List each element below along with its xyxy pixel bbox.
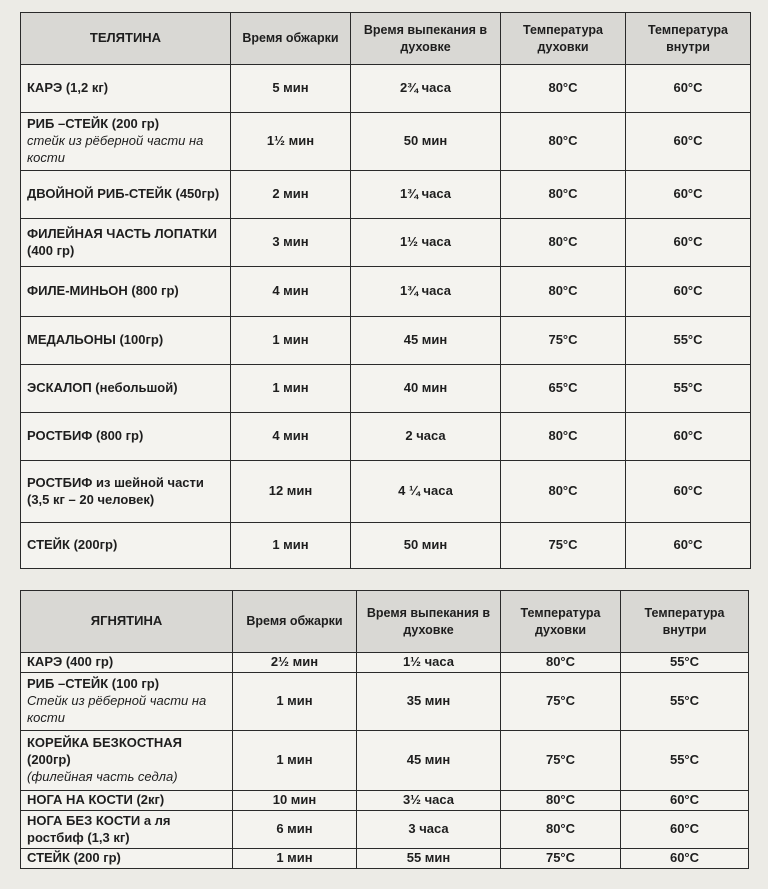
oven-temp: 80°C	[501, 171, 626, 219]
inside-temp: 60°C	[626, 171, 751, 219]
cut-name: НОГА БЕЗ КОСТИ а ля ростбиф (1,3 кг)	[21, 811, 233, 849]
cut-name: РОСТБИФ (800 гр)	[21, 413, 231, 461]
veal-header-row	[21, 13, 751, 65]
table-row	[21, 413, 751, 461]
table-row	[21, 849, 749, 869]
inside-temp: 60°C	[626, 219, 751, 267]
table-row	[21, 365, 751, 413]
bake-time: 4 ¼ часа	[351, 461, 501, 523]
table-row	[21, 811, 749, 849]
cut-name: КОРЕЙКА БЕЗКОСТНАЯ (200гр) (филейная часть седла)	[21, 731, 233, 791]
veal-inside-temp-header: Температура внутри	[626, 13, 751, 65]
inside-temp: 55°C	[621, 653, 749, 673]
bake-time: 50 мин	[351, 523, 501, 569]
cut-note: Стейк из рёберной части на кости	[27, 693, 207, 725]
veal-bake-header: Время выпекания в духовке	[351, 13, 501, 65]
veal-table	[20, 12, 751, 569]
table-row	[21, 267, 751, 317]
cut-name: СТЕЙК (200гр)	[21, 523, 231, 569]
inside-temp: 60°C	[621, 791, 749, 811]
veal-title: ТЕЛЯТИНА	[21, 13, 231, 65]
fry-time: 5 мин	[231, 65, 351, 113]
fry-time: 10 мин	[233, 791, 357, 811]
inside-temp: 55°C	[621, 673, 749, 731]
fry-time: 1 мин	[233, 673, 357, 731]
lamb-fry-header: Время обжарки	[233, 591, 357, 653]
lamb-oven-temp-header: Температура духовки	[501, 591, 621, 653]
lamb-bake-header: Время выпекания в духовке	[357, 591, 501, 653]
oven-temp: 75°C	[501, 849, 621, 869]
fry-time: 3 мин	[231, 219, 351, 267]
lamb-header-row	[21, 591, 749, 653]
oven-temp: 80°C	[501, 461, 626, 523]
table-row	[21, 673, 749, 731]
cut-name: ЭСКАЛОП (небольшой)	[21, 365, 231, 413]
inside-temp: 60°C	[626, 523, 751, 569]
oven-temp: 65°C	[501, 365, 626, 413]
bake-time: 2 часа	[351, 413, 501, 461]
inside-temp: 60°C	[626, 267, 751, 317]
cut-name: ФИЛЕ-МИНЬОН (800 гр)	[21, 267, 231, 317]
cut-name: РИБ –СТЕЙК (200 гр) стейк из рёберной части на кости	[21, 113, 231, 171]
table-row	[21, 653, 749, 673]
inside-temp: 60°C	[626, 113, 751, 171]
fry-time: 6 мин	[233, 811, 357, 849]
fry-time: 12 мин	[231, 461, 351, 523]
veal-oven-temp-header: Температура духовки	[501, 13, 626, 65]
bake-time: 45 мин	[357, 731, 501, 791]
lamb-inside-temp-header: Температура внутри	[621, 591, 749, 653]
cut-note: стейк из рёберной части на кости	[27, 133, 204, 165]
table-row	[21, 171, 751, 219]
oven-temp: 80°C	[501, 65, 626, 113]
fry-time: 2 мин	[231, 171, 351, 219]
fry-time: 1 мин	[233, 731, 357, 791]
cut-name: РОСТБИФ из шейной части (3,5 кг – 20 человек)	[21, 461, 231, 523]
oven-temp: 80°C	[501, 791, 621, 811]
oven-temp: 80°C	[501, 653, 621, 673]
inside-temp: 55°C	[626, 317, 751, 365]
lamb-title: ЯГНЯТИНА	[21, 591, 233, 653]
cut-name: МЕДАЛЬОНЫ (100гр)	[21, 317, 231, 365]
fry-time: 4 мин	[231, 413, 351, 461]
inside-temp: 55°C	[621, 731, 749, 791]
fry-time: 4 мин	[231, 267, 351, 317]
oven-temp: 80°C	[501, 219, 626, 267]
table-row	[21, 219, 751, 267]
cut-note: (филейная часть седла)	[27, 768, 178, 784]
inside-temp: 60°C	[621, 849, 749, 869]
cut-name: НОГА НА КОСТИ (2кг)	[21, 791, 233, 811]
table-row	[21, 523, 751, 569]
table-row	[21, 65, 751, 113]
bake-time: 3½ часа	[357, 791, 501, 811]
fry-time: 1 мин	[231, 317, 351, 365]
oven-temp: 75°C	[501, 317, 626, 365]
table-row	[21, 113, 751, 171]
bake-time: 1½ часа	[351, 219, 501, 267]
fry-time: 2½ мин	[233, 653, 357, 673]
oven-temp: 80°C	[501, 267, 626, 317]
bake-time: 1½ часа	[357, 653, 501, 673]
table-row	[21, 317, 751, 365]
cut-name: КАРЭ (1,2 кг)	[21, 65, 231, 113]
cut-name: КАРЭ (400 гр)	[21, 653, 233, 673]
oven-temp: 75°C	[501, 731, 621, 791]
inside-temp: 60°C	[626, 413, 751, 461]
inside-temp: 60°C	[621, 811, 749, 849]
fry-time: 1 мин	[233, 849, 357, 869]
table-row	[21, 461, 751, 523]
bake-time: 45 мин	[351, 317, 501, 365]
oven-temp: 75°C	[501, 673, 621, 731]
oven-temp: 80°C	[501, 113, 626, 171]
table-row	[21, 731, 749, 791]
cut-name: ФИЛЕЙНАЯ ЧАСТЬ ЛОПАТКИ (400 гр)	[21, 219, 231, 267]
bake-time: 1¾ часа	[351, 171, 501, 219]
oven-temp: 80°C	[501, 413, 626, 461]
fry-time: 1 мин	[231, 523, 351, 569]
cut-name: ДВОЙНОЙ РИБ-СТЕЙК (450гр)	[21, 171, 231, 219]
oven-temp: 75°C	[501, 523, 626, 569]
fry-time: 1½ мин	[231, 113, 351, 171]
bake-time: 40 мин	[351, 365, 501, 413]
inside-temp: 60°C	[626, 65, 751, 113]
bake-time: 50 мин	[351, 113, 501, 171]
inside-temp: 60°C	[626, 461, 751, 523]
bake-time: 35 мин	[357, 673, 501, 731]
bake-time: 3 часа	[357, 811, 501, 849]
oven-temp: 80°C	[501, 811, 621, 849]
cut-name: РИБ –СТЕЙК (100 гр) Стейк из рёберной части на кости	[21, 673, 233, 731]
veal-fry-header: Время обжарки	[231, 13, 351, 65]
table-row	[21, 791, 749, 811]
bake-time: 55 мин	[357, 849, 501, 869]
lamb-table	[20, 590, 749, 869]
bake-time: 1¾ часа	[351, 267, 501, 317]
fry-time: 1 мин	[231, 365, 351, 413]
cut-name: СТЕЙК (200 гр)	[21, 849, 233, 869]
inside-temp: 55°C	[626, 365, 751, 413]
bake-time: 2¾ часа	[351, 65, 501, 113]
